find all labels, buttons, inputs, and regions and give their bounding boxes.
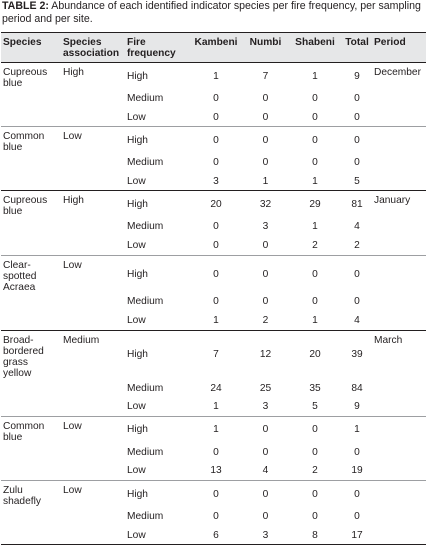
total-cell: 4 xyxy=(354,315,360,327)
shabeni-cell: 29 xyxy=(288,191,342,218)
kambeni-cell: 0 xyxy=(213,157,219,169)
shabeni-cell: 20 xyxy=(288,330,342,379)
shabeni-cell: 0 xyxy=(288,416,342,443)
species-cell xyxy=(1,526,61,545)
caption-label: TABLE 2: xyxy=(2,0,49,12)
fire-frequency-cell: High xyxy=(125,330,189,379)
shabeni-cell: 0 xyxy=(288,127,342,154)
shabeni-cell: 0 xyxy=(288,481,342,508)
period-cell xyxy=(372,293,426,312)
header-fire-frequency: Fire frequency xyxy=(125,33,189,63)
shabeni-cell: 1 xyxy=(312,175,318,187)
table-row xyxy=(1,526,426,545)
total-cell: 1 xyxy=(342,416,372,443)
species-cell: Zulu shadefly xyxy=(1,481,61,508)
numbi-cell: 7 xyxy=(262,70,269,82)
table-body xyxy=(1,63,426,545)
fire-frequency-cell: High xyxy=(125,481,189,508)
species-cell: Cupreous blue xyxy=(1,191,61,218)
shabeni-cell: 5 xyxy=(312,401,318,413)
shabeni-cell: 0 xyxy=(312,157,318,169)
kambeni-cell: 1 xyxy=(213,315,219,327)
total-cell: 0 xyxy=(354,511,360,523)
numbi-cell: 0 xyxy=(262,92,269,104)
kambeni-cell: 0 xyxy=(213,111,219,123)
table-row xyxy=(1,330,426,379)
shabeni-cell: 2 xyxy=(312,239,318,251)
period-cell xyxy=(372,416,426,443)
total-cell: 0 xyxy=(342,255,372,293)
numbi-cell: 3 xyxy=(262,401,269,413)
header-association: Species association xyxy=(61,33,125,63)
kambeni-cell: 1 xyxy=(189,416,243,443)
association-cell xyxy=(61,462,125,481)
table-row xyxy=(1,217,426,236)
shabeni-cell: 0 xyxy=(312,296,318,308)
association-cell xyxy=(61,153,125,172)
table-row xyxy=(1,311,426,330)
fire-frequency-cell: High xyxy=(125,191,189,218)
table-row xyxy=(1,191,426,218)
fire-frequency-cell: Low xyxy=(127,401,146,413)
header-period: Period xyxy=(372,33,426,63)
association-cell xyxy=(61,89,125,108)
total-cell: 4 xyxy=(354,221,360,233)
fire-frequency-cell: Medium xyxy=(127,296,164,308)
numbi-cell: 1 xyxy=(262,175,269,187)
species-cell: Clear-spotted Acraea xyxy=(1,255,61,293)
species-cell xyxy=(1,236,61,255)
period-cell xyxy=(372,507,426,526)
association-cell xyxy=(61,311,125,330)
fire-frequency-cell: Low xyxy=(127,315,146,327)
species-cell xyxy=(1,443,61,462)
association-cell: High xyxy=(63,67,84,78)
numbi-cell: 0 xyxy=(243,127,288,154)
period-cell xyxy=(372,526,426,545)
period-cell xyxy=(372,255,426,293)
period-cell xyxy=(372,462,426,481)
header-total: Total xyxy=(342,33,372,63)
total-cell: 0 xyxy=(342,481,372,508)
header-numbi: Numbi xyxy=(243,33,288,63)
numbi-cell: 32 xyxy=(243,191,288,218)
table-row xyxy=(1,443,426,462)
numbi-cell: 0 xyxy=(243,255,288,293)
kambeni-cell: 13 xyxy=(210,465,222,477)
fire-frequency-cell: Low xyxy=(127,239,146,251)
association-cell: Low xyxy=(61,255,125,293)
table-row xyxy=(1,153,426,172)
shabeni-cell: 0 xyxy=(312,111,318,123)
kambeni-cell: 0 xyxy=(189,127,243,154)
kambeni-cell: 0 xyxy=(213,92,219,104)
species-cell: Common blue xyxy=(1,416,61,443)
period-cell xyxy=(372,108,426,127)
period-cell xyxy=(372,89,426,108)
association-cell: Low xyxy=(61,416,125,443)
table-row xyxy=(1,398,426,417)
association-cell xyxy=(61,108,125,127)
total-cell: 39 xyxy=(342,330,372,379)
period-cell xyxy=(372,443,426,462)
numbi-cell: 0 xyxy=(262,157,269,169)
species-cell xyxy=(1,507,61,526)
kambeni-cell: 0 xyxy=(189,255,243,293)
total-cell: 0 xyxy=(354,296,360,308)
table-row xyxy=(1,236,426,255)
period-cell xyxy=(372,153,426,172)
table-row xyxy=(1,293,426,312)
association-cell: Medium xyxy=(61,330,125,379)
kambeni-cell: 3 xyxy=(213,175,219,187)
table-row xyxy=(1,127,426,154)
table-row xyxy=(1,379,426,398)
fire-frequency-cell: Low xyxy=(127,111,146,123)
shabeni-cell: 2 xyxy=(312,465,318,477)
table-row xyxy=(1,507,426,526)
species-cell: Common blue xyxy=(1,127,61,154)
association-cell: Low xyxy=(61,481,125,508)
fire-frequency-cell: Medium xyxy=(127,446,164,458)
shabeni-cell: 1 xyxy=(312,70,318,82)
total-cell: 17 xyxy=(342,526,372,545)
kambeni-cell: 0 xyxy=(189,481,243,508)
shabeni-cell: 0 xyxy=(312,511,318,523)
table-row xyxy=(1,481,426,508)
association-cell xyxy=(61,398,125,417)
total-cell: 81 xyxy=(342,191,372,218)
shabeni-cell: 0 xyxy=(312,92,318,104)
kambeni-cell: 0 xyxy=(213,446,219,458)
period-cell xyxy=(372,481,426,508)
shabeni-cell: 0 xyxy=(288,255,342,293)
table-row xyxy=(1,63,426,90)
total-cell: 19 xyxy=(351,465,363,477)
association-cell xyxy=(61,526,125,545)
species-cell xyxy=(1,89,61,108)
period-cell xyxy=(372,398,426,417)
period-cell: December xyxy=(374,67,421,78)
numbi-cell: 0 xyxy=(262,511,269,523)
association-cell: Low xyxy=(61,127,125,154)
species-cell xyxy=(1,108,61,127)
kambeni-cell: 0 xyxy=(213,296,219,308)
total-cell: 9 xyxy=(354,70,360,82)
species-cell xyxy=(1,172,61,191)
shabeni-cell: 8 xyxy=(288,526,342,545)
numbi-cell: 3 xyxy=(243,526,288,545)
kambeni-cell: 20 xyxy=(189,191,243,218)
kambeni-cell: 24 xyxy=(210,382,222,394)
species-cell xyxy=(1,293,61,312)
header-row xyxy=(1,33,426,63)
fire-frequency-cell: Low xyxy=(125,526,189,545)
kambeni-cell: 0 xyxy=(213,511,219,523)
species-cell xyxy=(1,462,61,481)
total-cell: 84 xyxy=(351,382,363,394)
association-cell xyxy=(61,293,125,312)
numbi-cell: 0 xyxy=(243,481,288,508)
fire-frequency-cell: High xyxy=(125,255,189,293)
total-cell: 0 xyxy=(354,157,360,169)
period-cell xyxy=(372,172,426,191)
header-kambeni: Kambeni xyxy=(189,33,243,63)
numbi-cell: 0 xyxy=(262,239,269,251)
numbi-cell: 0 xyxy=(262,111,269,123)
table-row xyxy=(1,462,426,481)
header-species: Species xyxy=(1,33,61,63)
period-cell xyxy=(372,236,426,255)
kambeni-cell: 0 xyxy=(213,239,219,251)
kambeni-cell: 6 xyxy=(189,526,243,545)
table-row xyxy=(1,255,426,293)
table-row xyxy=(1,416,426,443)
numbi-cell: 0 xyxy=(243,416,288,443)
association-cell xyxy=(61,379,125,398)
fire-frequency-cell: Medium xyxy=(127,382,164,394)
fire-frequency-cell: High xyxy=(127,70,148,82)
fire-frequency-cell: Medium xyxy=(127,92,164,104)
numbi-cell: 3 xyxy=(262,221,269,233)
total-cell: 0 xyxy=(342,127,372,154)
species-cell xyxy=(1,311,61,330)
association-cell: High xyxy=(61,191,125,218)
period-cell: March xyxy=(372,330,426,379)
fire-frequency-cell: High xyxy=(125,416,189,443)
numbi-cell: 12 xyxy=(243,330,288,379)
fire-frequency-cell: Medium xyxy=(127,157,164,169)
shabeni-cell: 35 xyxy=(309,382,321,394)
shabeni-cell: 1 xyxy=(312,221,318,233)
total-cell: 0 xyxy=(354,92,360,104)
fire-frequency-cell: High xyxy=(125,127,189,154)
fire-frequency-cell: Medium xyxy=(127,221,164,233)
fire-frequency-cell: Low xyxy=(127,175,146,187)
numbi-cell: 4 xyxy=(262,465,269,477)
table-row xyxy=(1,89,426,108)
table-row xyxy=(1,108,426,127)
abundance-table xyxy=(1,32,426,545)
kambeni-cell: 1 xyxy=(213,401,219,413)
numbi-cell: 25 xyxy=(259,382,272,394)
header-shabeni: Shabeni xyxy=(288,33,342,63)
numbi-cell: 2 xyxy=(262,315,269,327)
kambeni-cell: 7 xyxy=(189,330,243,379)
species-cell: Broad-bordered grass yellow xyxy=(1,330,61,379)
period-cell xyxy=(372,379,426,398)
table-caption xyxy=(2,0,425,26)
period-cell xyxy=(372,217,426,236)
total-cell: 0 xyxy=(354,446,360,458)
association-cell xyxy=(61,507,125,526)
species-cell xyxy=(1,398,61,417)
kambeni-cell: 0 xyxy=(213,221,219,233)
caption-text: Abundance of each identified indicator species per fire frequency, per sampling period and per site. xyxy=(2,0,421,25)
species-cell xyxy=(1,379,61,398)
period-cell xyxy=(372,127,426,154)
numbi-cell: 0 xyxy=(262,296,269,308)
shabeni-cell: 1 xyxy=(312,315,318,327)
fire-frequency-cell: Medium xyxy=(127,511,164,523)
fire-frequency-cell: Low xyxy=(127,465,146,477)
total-cell: 5 xyxy=(354,175,360,187)
period-cell xyxy=(372,311,426,330)
species-cell: Cupreous blue xyxy=(3,67,48,89)
association-cell xyxy=(61,236,125,255)
association-cell xyxy=(61,217,125,236)
total-cell: 9 xyxy=(354,401,360,413)
association-cell xyxy=(61,443,125,462)
numbi-cell: 0 xyxy=(262,446,269,458)
kambeni-cell: 1 xyxy=(213,70,219,82)
total-cell: 2 xyxy=(354,239,360,251)
total-cell: 0 xyxy=(354,111,360,123)
association-cell xyxy=(61,172,125,191)
period-cell: January xyxy=(372,191,426,218)
table-row xyxy=(1,172,426,191)
species-cell xyxy=(1,153,61,172)
species-cell xyxy=(1,217,61,236)
shabeni-cell: 0 xyxy=(312,446,318,458)
